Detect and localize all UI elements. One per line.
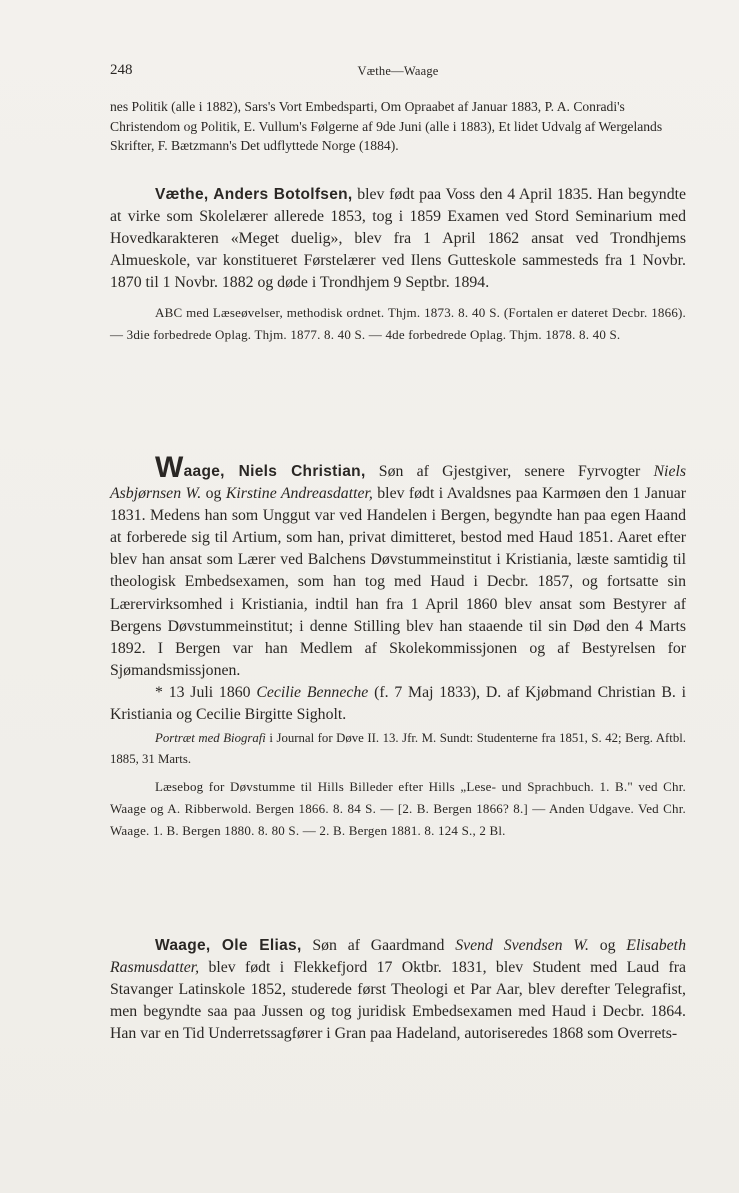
intro-paragraph-block	[110, 97, 686, 156]
ole-bio-paragraph	[110, 935, 686, 1045]
niels-portrait-italic: Portræt med Biografi	[155, 731, 266, 746]
intro-paragraph: nes Politik (alle i 1882), Sars's Vort Embedsparti, Om Opraabet af Januar 1883, P. A. Conradi's Christendom og Politik, E. Vullum's Følgerne af 9de Juni (alle i 1883), Et lidet Udvalg af Wergelands Skrifter, F. Bætzmann's Det udflyttede Norge (1884).	[110, 99, 663, 154]
niels-works: Læsebog for Døvstumme til Hills Billeder efter Hills „Lese- und Sprachbuch. 1. B." ved Chr. Waage og A. Ribberwold. Bergen 1866. 8. 84 S. — [2. B. Bergen 1866? 8.] — Anden Udgave. Ved Chr. Waage. 1. B. Bergen 1880. 8. 80 S. — 2. B. Bergen 1881. 8. 124 S., 2 Bl.	[110, 779, 686, 839]
niels-marriage	[110, 682, 686, 726]
vaethe-bio-paragraph	[110, 184, 686, 294]
ole-og: og	[599, 937, 616, 954]
entry-niels-waage	[110, 451, 687, 842]
niels-portrait-rest: i Journal for Døve II. 13. Jfr. M. Sundt: Studenterne fra 1851, S. 42; Berg. Aftbl. 1885, 31 Marts.	[110, 731, 686, 767]
ole-bio: blev født i Flekkefjord 17 Oktbr. 1831, blev Student med Laud fra Stavanger Latinskole 1852, studerede først Theologi et Par Aar, blev derefter Telegrafist, men begyndte saa paa Jussen og tog juridisk Embedsexamen med Haud i Decbr. 1864. Han var en Tid Underretssagfører i Gran paa Hadeland, autoriseredes 1868 som Overrets-	[110, 959, 686, 1043]
niels-portrait-ref	[110, 728, 686, 770]
entry-vaethe	[110, 184, 686, 346]
niels-og: og	[205, 485, 222, 503]
niels-intro: Søn af Gjestgiver, senere Fyrvogter	[378, 463, 641, 480]
niels-mother: Kirstine Andreasdatter,	[225, 485, 373, 503]
vaethe-works: ABC med Læseøvelser, methodisk ordnet. Thjm. 1873. 8. 40 S. (Fortalen er dateret Decbr. 1866). — 3die forbedrede Oplag. Thjm. 1877. 8. 40 S. — 4de forbedrede Oplag. Thjm. 1878. 8. 40 S.	[110, 305, 686, 343]
niels-marriage-post: (f. 7 Maj 1833), D. af Kjøbmand Christian B. i Kristiania og Cecilie Birgitte Sigholt.	[110, 683, 687, 724]
ole-intro: Søn af Gaardmand	[312, 937, 445, 954]
niels-bio: blev født i Avaldsnes paa Karmøen den 1 Januar 1831. Medens han som Unggut var ved Handelen i Bergen, begyndte han paa egen Haand at forberede sig til Artium, som han, privat dimitteret, bestod med Haud 1851. Aaret efter blev han ansat som Lærer ved Balchens Døvstummeinstitut i Kristiania, læste samtidig til theologisk Embedsexamen, som han tog med Haud i Decbr. 1857, og fortsatte sin Lærervirksomhed i Kristiania, indtil han fra 1 April 1860 blev ansat som Bestyrer af Bergens Døvstummeinstitut; i denne Stilling blev han staaende til sin Død den 4 Marts 1892. I Bergen var han Medlem af Skolekommissjonen og af Bestyrelsen for Sjømandsmissjonen.	[110, 485, 687, 679]
ole-name: Waage, Ole Elias,	[155, 937, 302, 954]
vaethe-name: Væthe, Anders Botolfsen,	[155, 186, 353, 203]
page-header	[110, 62, 686, 82]
niels-bio-paragraph	[110, 451, 687, 682]
ole-father: Svend Svendsen W.	[455, 937, 589, 954]
ole-mother: Elisabeth Rasmusdatter,	[110, 937, 686, 977]
niels-initial: W	[155, 451, 184, 484]
niels-name-rest: aage, Niels Christian,	[183, 463, 366, 480]
running-title: Væthe—Waage	[357, 64, 439, 78]
niels-name	[155, 451, 366, 484]
vaethe-bio: blev født paa Voss den 4 April 1835. Han begyndte at virke som Skolelærer allerede 1853, tog i 1859 Examen ved Stord Seminarium med Hovedkarakteren «Meget duelig», blev fra 1 April 1862 ansat ved Trondhjems Almueskole, var konstitueret Førstelærer ved Ilens Gutteskole sammesteds fra 1 Novbr. 1870 til 1 Novbr. 1882 og døde i Trondhjem 9 Septbr. 1894.	[110, 186, 686, 292]
niels-wife: Cecilie Benneche	[256, 683, 369, 701]
niels-father: Niels Asbjørnsen W.	[110, 463, 686, 503]
niels-marriage-pre: * 13 Juli 1860	[155, 683, 251, 701]
entry-ole-waage	[110, 935, 686, 1045]
page-number: 248	[110, 62, 133, 78]
